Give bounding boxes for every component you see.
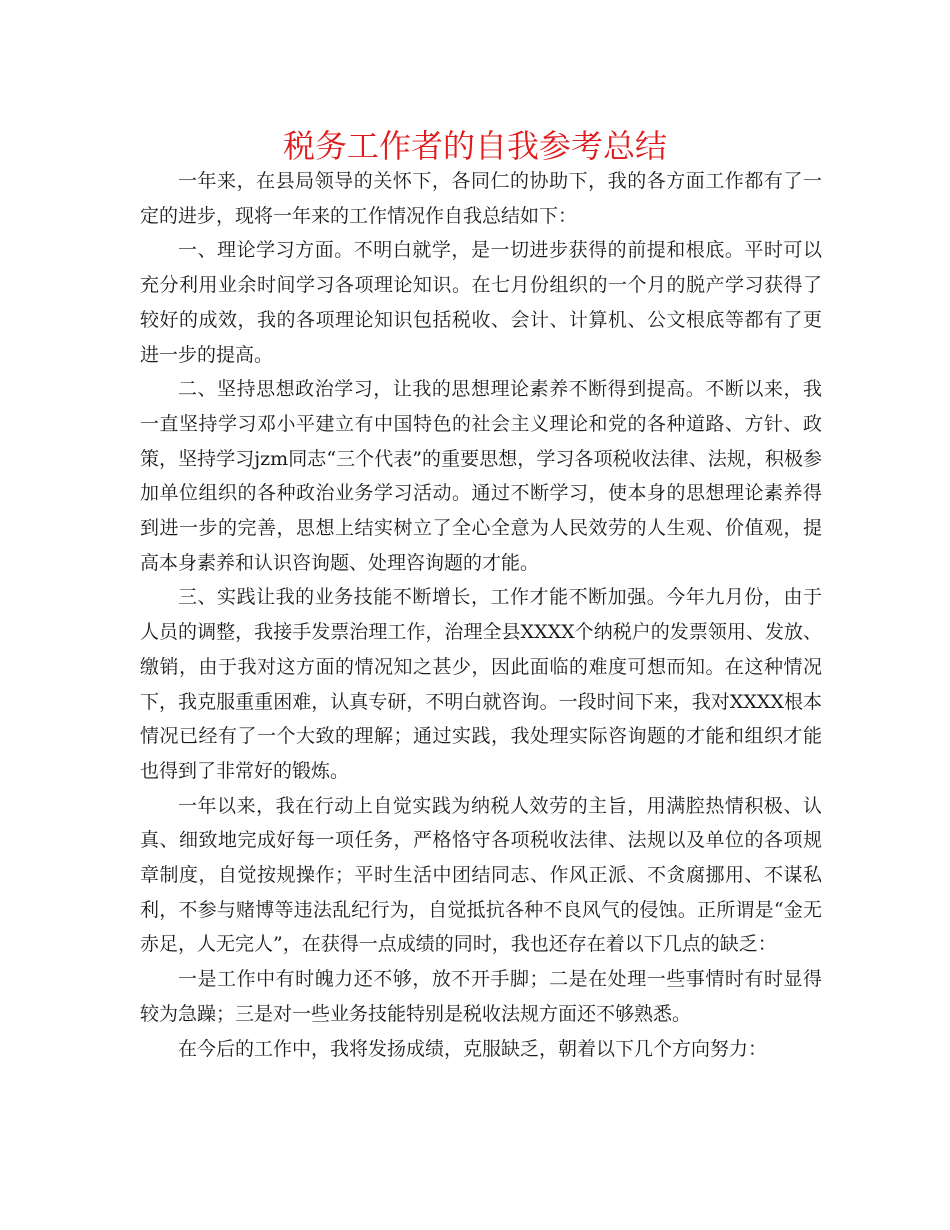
document-body <box>140 164 822 1066</box>
document-title: 税务工作者的自我参考总结 <box>282 127 667 165</box>
paragraph-future: 在今后的工作中，我将发扬成绩，克服缺乏，朝着以下几个方向努力： <box>178 1037 768 1060</box>
paragraph-practice: 三、实践让我的业务技能不断增长，工作才能不断加强。今年九月份，由于人员的调整，我接手发票治理工作，治理全县XXXX个纳税户的发票领用、发放、缴销，由于我对这方面的情况知之甚少，因此面临的难度可想而知。在这种情况下，我克服重重困难，认真专研，不明白就咨询。一段时间下来，我对XXXX根本情况已经有了一个大致的理解；通过实践，我处理实际咨询题的才能和组织才能也得到了非常好的锻炼。 <box>140 586 822 782</box>
paragraph-shortcomings: 一是工作中有时魄力还不够，放不开手脚；二是在处理一些事情时有时显得较为急躁；三是对一些业务技能特别是税收法规方面还不够熟悉。 <box>140 968 822 1025</box>
paragraph-political-study: 二、坚持思想政治学习，让我的思想理论素养不断得到提高。不断以来，我一直坚持学习邓小平建立有中国特色的社会主义理论和党的各种道路、方针、政策，坚持学习jzm同志“三个代表”的重要思想，学习各项税收法律、法规，积极参加单位组织的各种政治业务学习活动。通过不断学习，使本身的思想理论素养得到进一步的完善，思想上结实树立了全心全意为人民效劳的人生观、价值观，提高本身素养和认识咨询题、处理咨询题的才能。 <box>140 378 822 574</box>
paragraph-intro: 一年来，在县局领导的关怀下，各同仁的协助下，我的各方面工作都有了一定的进步，现将一年来的工作情况作自我总结如下： <box>140 170 822 227</box>
paragraph-conduct: 一年以来，我在行动上自觉实践为纳税人效劳的主旨，用满腔热情积极、认真、细致地完成好每一项任务，严格恪守各项税收法律、法规以及单位的各项规章制度，自觉按规操作；平时生活中团结同志、作风正派、不贪腐挪用、不谋私利，不参与赌博等违法乱纪行为，自觉抵抗各种不良风气的侵蚀。正所谓是“金无赤足，人无完人”，在获得一点成绩的同时，我也还存在着以下几点的缺乏： <box>140 794 822 956</box>
paragraph-theory-study: 一、理论学习方面。不明白就学，是一切进步获得的前提和根底。平时可以充分利用业余时间学习各项理论知识。在七月份组织的一个月的脱产学习获得了较好的成效，我的各项理论知识包括税收、会计、计算机、公文根底等都有了更进一步的提高。 <box>140 239 822 366</box>
